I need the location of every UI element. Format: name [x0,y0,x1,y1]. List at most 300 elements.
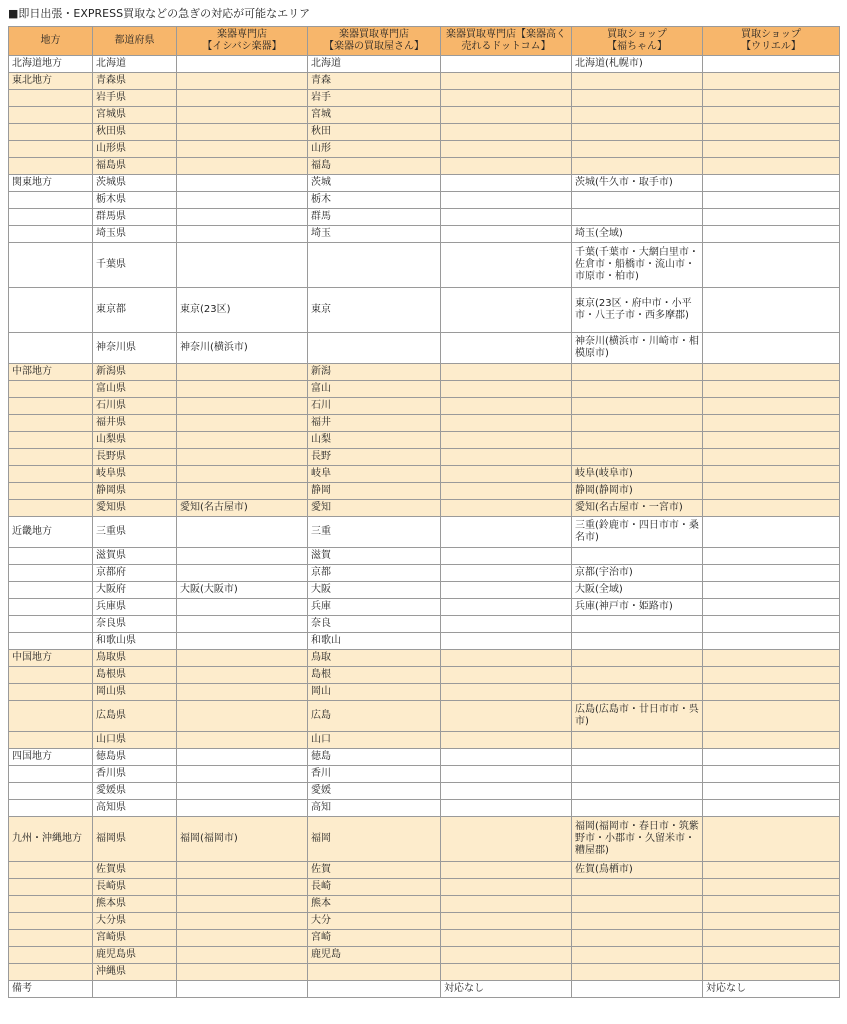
prefecture-cell: 富山県 [93,381,177,398]
region-cell: 九州・沖縄地方 [9,817,93,862]
takaku-cell [441,548,572,565]
uriel-cell [703,500,840,517]
region-cell [9,913,93,930]
fukuchan-cell [572,913,703,930]
fukuchan-cell [572,981,703,998]
ishibashi-cell [177,124,308,141]
region-cell [9,483,93,500]
table-row [9,766,840,783]
fukuchan-cell [572,964,703,981]
kaitoriya-cell: 岐阜 [308,466,441,483]
kaitoriya-cell: 高知 [308,800,441,817]
prefecture-cell: 高知県 [93,800,177,817]
kaitoriya-cell: 石川 [308,398,441,415]
prefecture-cell: 神奈川県 [93,333,177,364]
ishibashi-cell [177,466,308,483]
uriel-cell [703,73,840,90]
prefecture-cell: 宮城県 [93,107,177,124]
fukuchan-cell: 兵庫(神戸市・姫路市) [572,599,703,616]
kaitoriya-cell: 宮城 [308,107,441,124]
kaitoriya-cell: 山形 [308,141,441,158]
ishibashi-cell [177,226,308,243]
region-cell [9,209,93,226]
uriel-cell [703,192,840,209]
takaku-cell [441,896,572,913]
kaitoriya-cell: 秋田 [308,124,441,141]
region-cell [9,432,93,449]
prefecture-cell: 島根県 [93,667,177,684]
takaku-cell [441,633,572,650]
ishibashi-cell [177,141,308,158]
region-cell: 備考 [9,981,93,998]
table-row [9,175,840,192]
uriel-cell [703,701,840,732]
uriel-cell [703,616,840,633]
uriel-cell [703,879,840,896]
region-cell [9,192,93,209]
uriel-cell [703,667,840,684]
kaitoriya-cell [308,333,441,364]
prefecture-cell: 福井県 [93,415,177,432]
table-row [9,896,840,913]
table-row [9,582,840,599]
fukuchan-cell [572,449,703,466]
fukuchan-cell [572,896,703,913]
takaku-cell [441,650,572,667]
ishibashi-cell [177,599,308,616]
fukuchan-cell [572,650,703,667]
prefecture-cell: 岩手県 [93,90,177,107]
kaitoriya-cell: 富山 [308,381,441,398]
table-row [9,862,840,879]
kaitoriya-cell: 静岡 [308,483,441,500]
uriel-cell [703,817,840,862]
table-row [9,517,840,548]
takaku-cell [441,565,572,582]
fukuchan-cell [572,633,703,650]
takaku-cell: 対応なし [441,981,572,998]
takaku-cell [441,158,572,175]
ishibashi-cell [177,913,308,930]
table-row [9,288,840,333]
kaitoriya-cell: 兵庫 [308,599,441,616]
prefecture-cell: 秋田県 [93,124,177,141]
table-row [9,732,840,749]
region-cell [9,449,93,466]
kaitoriya-cell: 三重 [308,517,441,548]
ishibashi-cell [177,56,308,73]
kaitoriya-cell: 奈良 [308,616,441,633]
kaitoriya-cell: 東京 [308,288,441,333]
fukuchan-cell [572,766,703,783]
service-area-table [8,26,840,998]
kaitoriya-cell: 福井 [308,415,441,432]
fukuchan-cell: 福岡(福岡市・春日市・筑紫野市・小郡市・久留米市・糟屋郡) [572,817,703,862]
uriel-cell [703,398,840,415]
table-row [9,930,840,947]
uriel-cell [703,90,840,107]
ishibashi-cell [177,107,308,124]
takaku-cell [441,783,572,800]
takaku-cell [441,192,572,209]
prefecture-cell: 山形県 [93,141,177,158]
fukuchan-cell: 三重(鈴鹿市・四日市市・桑名市) [572,517,703,548]
region-cell [9,243,93,288]
kaitoriya-cell: 鳥取 [308,650,441,667]
fukuchan-cell [572,415,703,432]
prefecture-cell: 兵庫県 [93,599,177,616]
ishibashi-cell [177,964,308,981]
takaku-cell [441,141,572,158]
ishibashi-cell [177,896,308,913]
ishibashi-cell [177,650,308,667]
takaku-cell [441,517,572,548]
region-cell [9,766,93,783]
prefecture-cell: 福岡県 [93,817,177,862]
prefecture-cell: 徳島県 [93,749,177,766]
takaku-cell [441,732,572,749]
region-cell [9,226,93,243]
uriel-cell: 対応なし [703,981,840,998]
fukuchan-cell [572,616,703,633]
table-row [9,466,840,483]
takaku-cell [441,930,572,947]
takaku-cell [441,56,572,73]
header-takaku-urreru: 楽器買取専門店【楽器高く売れるドットコム】 [441,27,572,56]
ishibashi-cell [177,783,308,800]
fukuchan-cell [572,947,703,964]
takaku-cell [441,947,572,964]
uriel-cell [703,364,840,381]
takaku-cell [441,364,572,381]
prefecture-cell: 茨城県 [93,175,177,192]
kaitoriya-cell: 島根 [308,667,441,684]
fukuchan-cell [572,667,703,684]
table-row [9,107,840,124]
region-cell [9,333,93,364]
uriel-cell [703,896,840,913]
kaitoriya-cell: 愛媛 [308,783,441,800]
table-row [9,500,840,517]
uriel-cell [703,56,840,73]
takaku-cell [441,432,572,449]
kaitoriya-cell [308,243,441,288]
region-cell [9,500,93,517]
uriel-cell [703,548,840,565]
region-cell [9,141,93,158]
ishibashi-cell: 神奈川(横浜市) [177,333,308,364]
kaitoriya-cell: 広島 [308,701,441,732]
region-cell [9,862,93,879]
uriel-cell [703,800,840,817]
kaitoriya-cell: 宮崎 [308,930,441,947]
prefecture-cell: 大阪府 [93,582,177,599]
ishibashi-cell [177,90,308,107]
takaku-cell [441,862,572,879]
ishibashi-cell [177,800,308,817]
ishibashi-cell [177,701,308,732]
header-fukuchan: 買取ショップ 【福ちゃん】 [572,27,703,56]
uriel-cell [703,243,840,288]
table-row [9,333,840,364]
header-kaitoriya: 楽器買取専門店 【楽器の買取屋さん】 [308,27,441,56]
takaku-cell [441,209,572,226]
uriel-cell [703,862,840,879]
takaku-cell [441,817,572,862]
fukuchan-cell: 佐賀(鳥栖市) [572,862,703,879]
kaitoriya-cell: 栃木 [308,192,441,209]
uriel-cell [703,650,840,667]
fukuchan-cell [572,141,703,158]
takaku-cell [441,381,572,398]
fukuchan-cell: 岐阜(岐阜市) [572,466,703,483]
prefecture-cell: 山口県 [93,732,177,749]
prefecture-cell: 宮崎県 [93,930,177,947]
takaku-cell [441,599,572,616]
fukuchan-cell: 大阪(全域) [572,582,703,599]
uriel-cell [703,599,840,616]
kaitoriya-cell: 福岡 [308,817,441,862]
kaitoriya-cell: 福島 [308,158,441,175]
header-ishibashi: 楽器専門店 【イシバシ楽器】 [177,27,308,56]
fukuchan-cell: 広島(広島市・廿日市市・呉市) [572,701,703,732]
ishibashi-cell [177,548,308,565]
ishibashi-cell [177,766,308,783]
fukuchan-cell: 神奈川(横浜市・川崎市・相模原市) [572,333,703,364]
uriel-cell [703,466,840,483]
table-row [9,158,840,175]
ishibashi-cell [177,981,308,998]
table-row [9,667,840,684]
prefecture-cell: 埼玉県 [93,226,177,243]
ishibashi-cell [177,667,308,684]
uriel-cell [703,381,840,398]
kaitoriya-cell: 愛知 [308,500,441,517]
takaku-cell [441,124,572,141]
takaku-cell [441,766,572,783]
ishibashi-cell: 福岡(福岡市) [177,817,308,862]
takaku-cell [441,288,572,333]
uriel-cell [703,749,840,766]
table-row [9,879,840,896]
ishibashi-cell [177,158,308,175]
kaitoriya-cell: 山梨 [308,432,441,449]
region-cell: 四国地方 [9,749,93,766]
table-row [9,701,840,732]
ishibashi-cell [177,684,308,701]
fukuchan-cell [572,930,703,947]
kaitoriya-cell: 京都 [308,565,441,582]
ishibashi-cell [177,930,308,947]
kaitoriya-cell: 岡山 [308,684,441,701]
table-row [9,650,840,667]
header-uriel: 買取ショップ 【ウリエル】 [703,27,840,56]
region-cell [9,616,93,633]
takaku-cell [441,90,572,107]
fukuchan-cell [572,107,703,124]
uriel-cell [703,684,840,701]
table-row [9,947,840,964]
prefecture-cell: 新潟県 [93,364,177,381]
uriel-cell [703,158,840,175]
prefecture-cell: 静岡県 [93,483,177,500]
ishibashi-cell [177,879,308,896]
kaitoriya-cell: 香川 [308,766,441,783]
uriel-cell [703,732,840,749]
kaitoriya-cell: 新潟 [308,364,441,381]
fukuchan-cell [572,432,703,449]
uriel-cell [703,783,840,800]
takaku-cell [441,415,572,432]
kaitoriya-cell: 熊本 [308,896,441,913]
region-cell: 関東地方 [9,175,93,192]
uriel-cell [703,141,840,158]
fukuchan-cell [572,381,703,398]
region-cell [9,548,93,565]
kaitoriya-cell: 滋賀 [308,548,441,565]
ishibashi-cell [177,947,308,964]
fukuchan-cell [572,398,703,415]
ishibashi-cell [177,175,308,192]
table-row [9,90,840,107]
uriel-cell [703,483,840,500]
kaitoriya-cell: 群馬 [308,209,441,226]
table-row [9,226,840,243]
fukuchan-cell [572,209,703,226]
prefecture-cell: 鹿児島県 [93,947,177,964]
region-cell: 中部地方 [9,364,93,381]
table-row [9,415,840,432]
fukuchan-cell [572,73,703,90]
region-cell [9,565,93,582]
takaku-cell [441,684,572,701]
fukuchan-cell [572,732,703,749]
prefecture-cell: 千葉県 [93,243,177,288]
ishibashi-cell [177,73,308,90]
ishibashi-cell [177,192,308,209]
region-cell [9,783,93,800]
ishibashi-cell [177,565,308,582]
fukuchan-cell [572,879,703,896]
region-cell [9,930,93,947]
takaku-cell [441,333,572,364]
fukuchan-cell [572,684,703,701]
table-row [9,981,840,998]
fukuchan-cell [572,800,703,817]
prefecture-cell [93,981,177,998]
kaitoriya-cell [308,964,441,981]
prefecture-cell: 香川県 [93,766,177,783]
kaitoriya-cell: 山口 [308,732,441,749]
uriel-cell [703,288,840,333]
fukuchan-cell: 埼玉(全域) [572,226,703,243]
region-cell [9,879,93,896]
fukuchan-cell: 静岡(静岡市) [572,483,703,500]
takaku-cell [441,107,572,124]
prefecture-cell: 長野県 [93,449,177,466]
uriel-cell [703,947,840,964]
prefecture-cell: 広島県 [93,701,177,732]
kaitoriya-cell: 埼玉 [308,226,441,243]
table-row [9,449,840,466]
prefecture-cell: 和歌山県 [93,633,177,650]
uriel-cell [703,913,840,930]
region-cell [9,381,93,398]
region-cell [9,107,93,124]
uriel-cell [703,766,840,783]
kaitoriya-cell: 鹿児島 [308,947,441,964]
prefecture-cell: 三重県 [93,517,177,548]
uriel-cell [703,107,840,124]
prefecture-cell: 佐賀県 [93,862,177,879]
table-row [9,565,840,582]
table-row [9,783,840,800]
ishibashi-cell [177,616,308,633]
region-cell [9,732,93,749]
uriel-cell [703,226,840,243]
takaku-cell [441,616,572,633]
region-cell: 東北地方 [9,73,93,90]
header-row [9,27,840,56]
prefecture-cell: 群馬県 [93,209,177,226]
table-row [9,56,840,73]
table-row [9,800,840,817]
takaku-cell [441,466,572,483]
takaku-cell [441,449,572,466]
takaku-cell [441,226,572,243]
prefecture-cell: 滋賀県 [93,548,177,565]
prefecture-cell: 岐阜県 [93,466,177,483]
region-cell [9,90,93,107]
ishibashi-cell: 大阪(大阪市) [177,582,308,599]
header-region: 地方 [9,27,93,56]
fukuchan-cell [572,364,703,381]
ishibashi-cell [177,415,308,432]
fukuchan-cell: 愛知(名古屋市・一宮市) [572,500,703,517]
prefecture-cell: 鳥取県 [93,650,177,667]
kaitoriya-cell: 北海道 [308,56,441,73]
fukuchan-cell: 北海道(札幌市) [572,56,703,73]
ishibashi-cell [177,633,308,650]
takaku-cell [441,964,572,981]
fukuchan-cell [572,124,703,141]
fukuchan-cell [572,158,703,175]
prefecture-cell: 京都府 [93,565,177,582]
ishibashi-cell [177,381,308,398]
ishibashi-cell [177,209,308,226]
ishibashi-cell [177,749,308,766]
region-cell [9,633,93,650]
kaitoriya-cell: 佐賀 [308,862,441,879]
prefecture-cell: 長崎県 [93,879,177,896]
prefecture-cell: 石川県 [93,398,177,415]
table-row [9,432,840,449]
uriel-cell [703,633,840,650]
fukuchan-cell [572,749,703,766]
table-row [9,684,840,701]
table-row [9,243,840,288]
header-prefecture: 都道府県 [93,27,177,56]
uriel-cell [703,517,840,548]
fukuchan-cell: 東京(23区・府中市・小平市・八王子市・西多摩郡) [572,288,703,333]
region-cell [9,701,93,732]
fukuchan-cell [572,90,703,107]
uriel-cell [703,415,840,432]
takaku-cell [441,879,572,896]
ishibashi-cell [177,449,308,466]
table-row [9,124,840,141]
uriel-cell [703,930,840,947]
